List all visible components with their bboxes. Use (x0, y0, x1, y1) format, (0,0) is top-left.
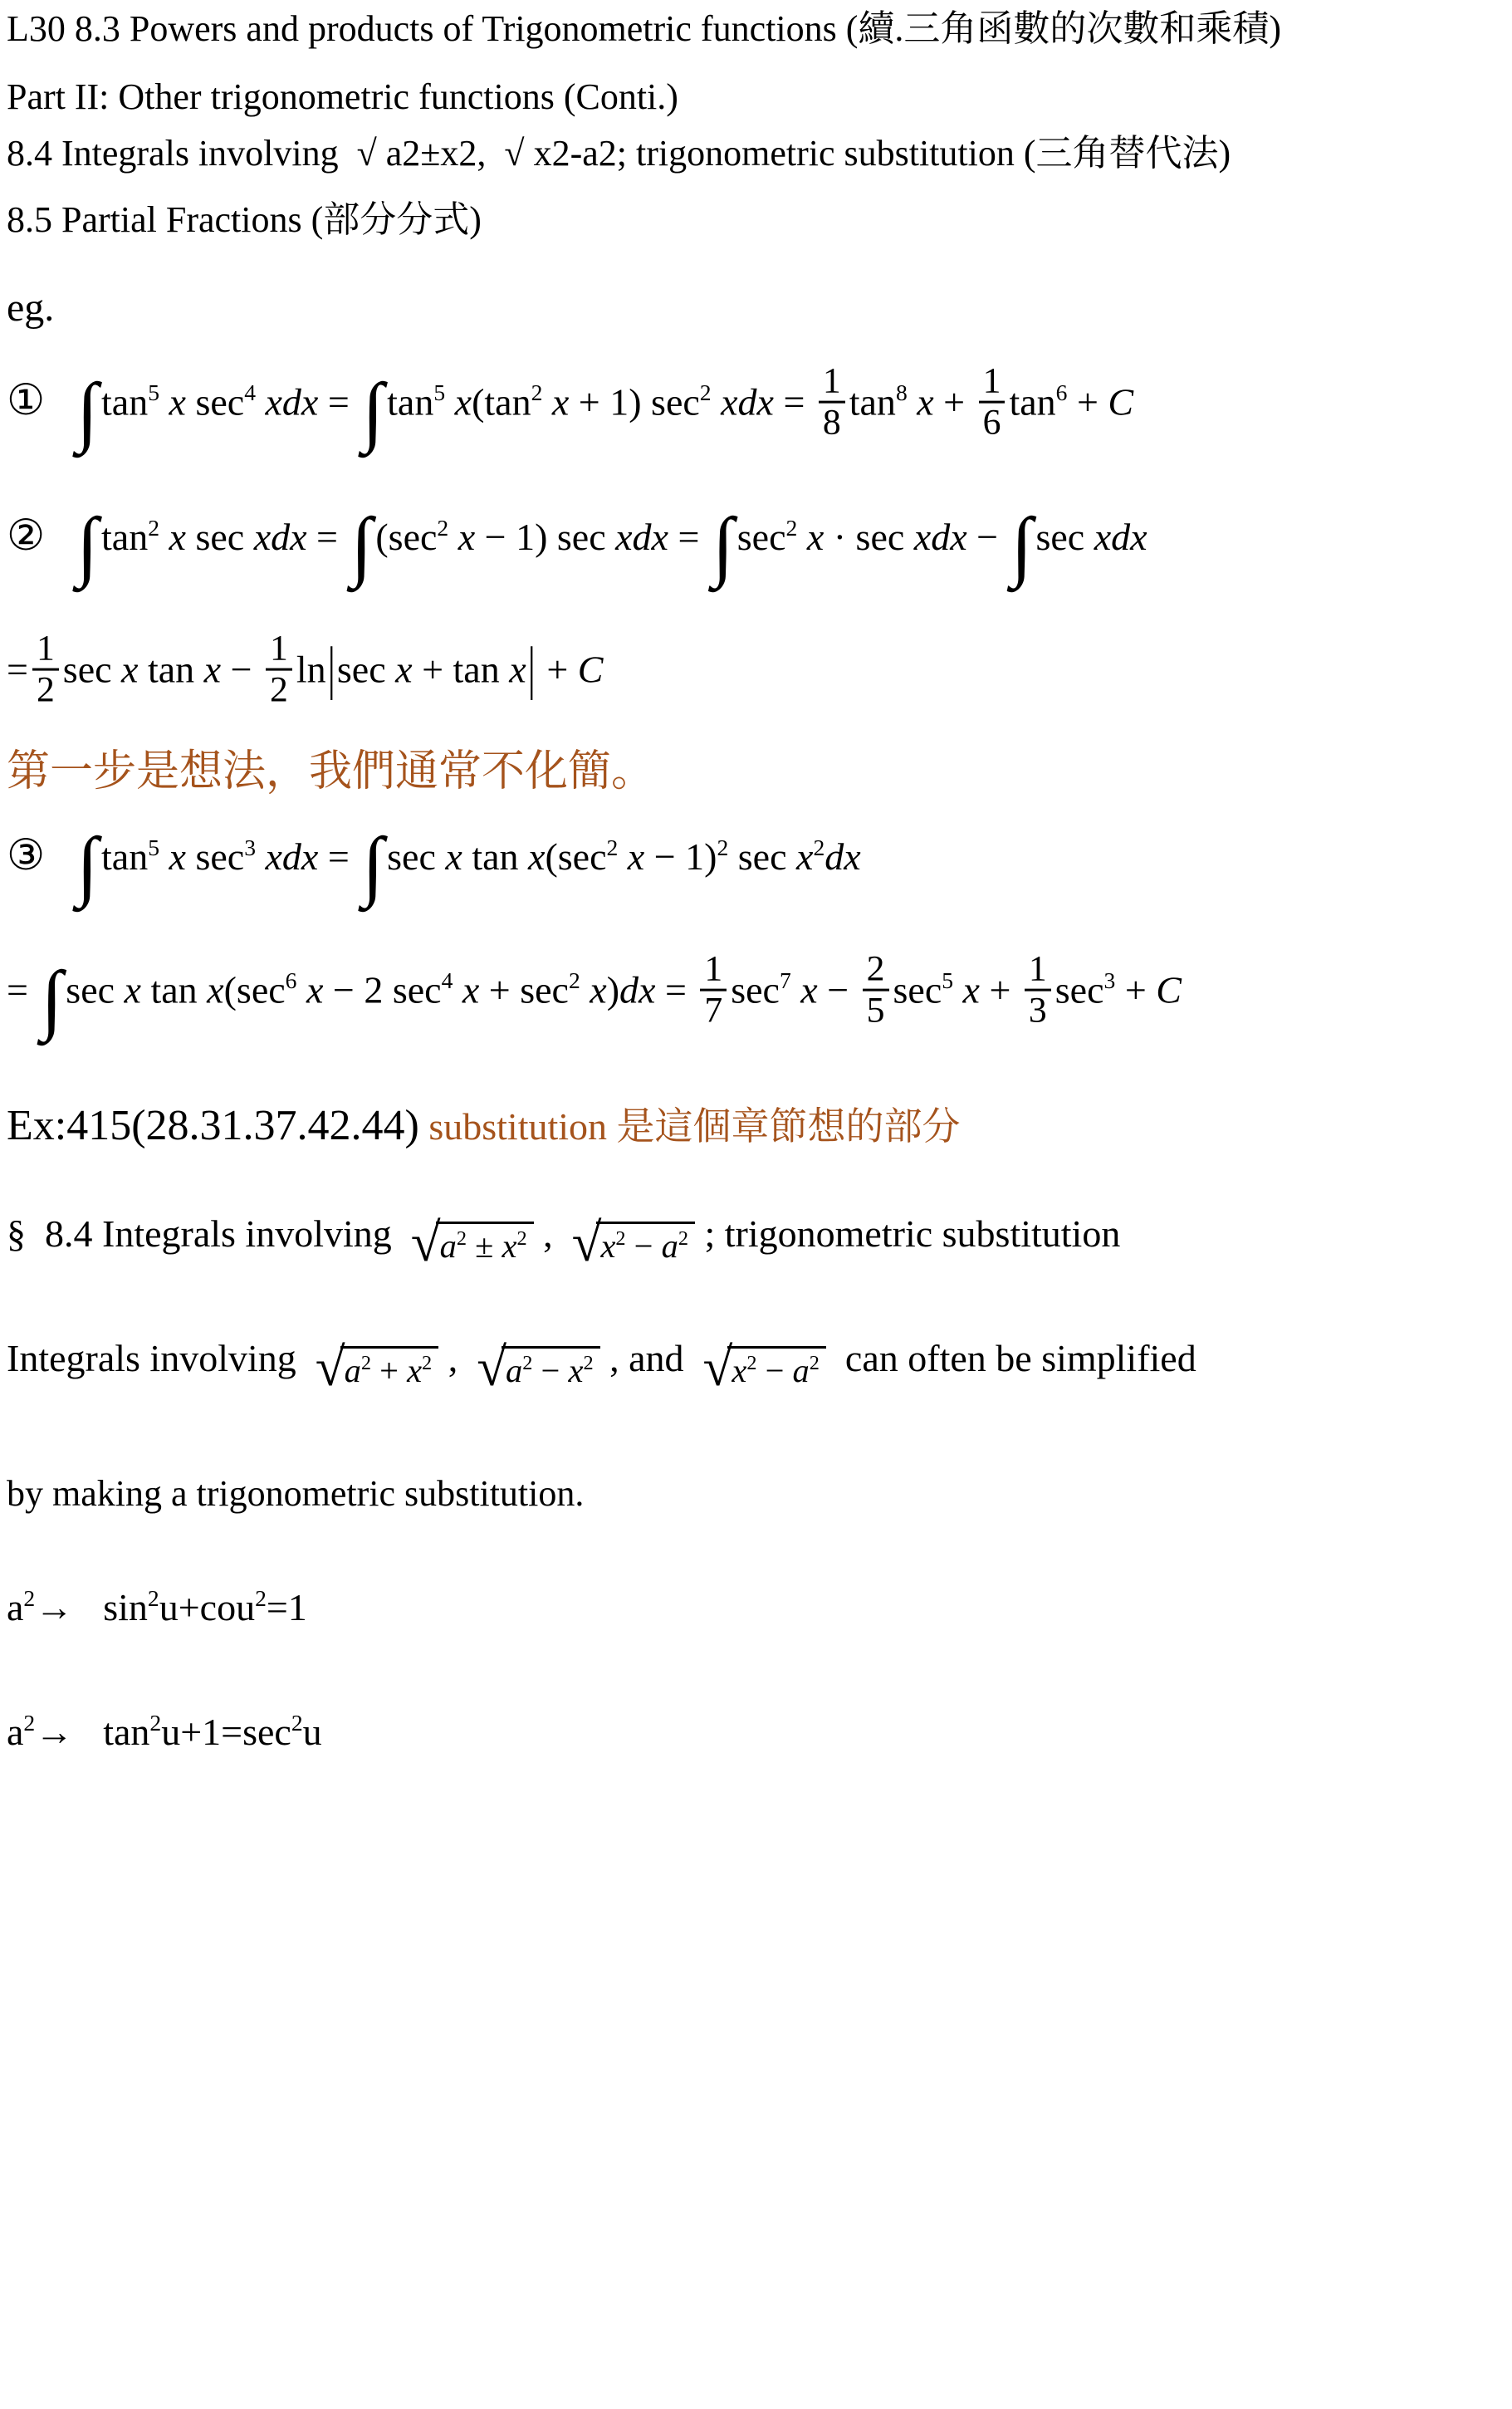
radical: √ $a^2 - x^2$ (477, 1346, 599, 1392)
equation-2: ② $\int\tan^2$ x sec xdx = $\int(\sec^2$ x − 1) sec xdx = $\int\sec^2$ x · sec xdx − ∫sec xdx (7, 502, 1147, 590)
radical-sign: √ (571, 1213, 602, 1274)
circled-number: ① (7, 377, 46, 425)
exercise-ref: Ex:415(28.31.37.42.44) (7, 1102, 419, 1149)
radical: √ $x^2 - a^2$ (572, 1222, 695, 1267)
identity-sin: $a^2\to \sin^2u+cou^2=1$ (7, 1585, 307, 1629)
radical-sign: √ (477, 1338, 507, 1398)
radical: √ $a^2 + x^2$ (316, 1346, 438, 1392)
integral-sign: ∫ (41, 955, 63, 1042)
course-title: L30 8.3 Powers and products of Trigonometric functions (續.三角函數的次數和乘積) (7, 8, 1281, 49)
intro-paragraph-2: by making a trigonometric substitution. (7, 1473, 585, 1514)
example-label: eg. (7, 286, 55, 330)
section-85-line: 8.5 Partial Fractions (部分分式) (7, 199, 482, 240)
intro-paragraph: Integrals involving √ $a^2 + x^2$ , √ $a^2 - x^2$ , and √ $x^2 - a^2$ can often be simplified (7, 1337, 1196, 1398)
radical-sign: √ (315, 1338, 345, 1398)
identity-tan: $a^2\to \tan^2u+1=\sec^2u$ (7, 1710, 322, 1754)
integral-sign: ∫ (712, 502, 734, 590)
part-subtitle: Part II: Other trigonometric functions (Conti.) (7, 76, 678, 117)
integral-sign: ∫ (350, 502, 373, 590)
integral-sign: ∫ (362, 822, 384, 909)
equation-1: ① $\int\tan^5$ x $\sec^4$ xdx = $\int\tan^5$ $x(\tan^2$ x + 1) $\sec^2$ xdx = $\frac{1}{8}$ $\tan^8 x$ + $\frac{1}{6}$ $\tan^6 + C$ (7, 360, 1134, 454)
exercise-note: substitution 是這個章節想的部分 (418, 1105, 961, 1148)
section-84-line: 8.4 Integrals involving √ a2±x2, √ x2-a2; trigonometric substitution (三角替代法) (7, 133, 1231, 174)
integral-sign: ∫ (362, 367, 384, 454)
integral-sign: ∫ (76, 502, 99, 590)
radical: √ $x^2 - a^2$ (703, 1346, 826, 1392)
integral-sign: ∫ (76, 822, 99, 909)
equation-2-result: = $\frac{1}{2}$ sec x tan x − $\frac{1}{2}$ ln|sec x + tan x| + C (7, 628, 604, 710)
exercise-line (7, 1098, 961, 1154)
section-84-heading: § 8.4 Integrals involving √ $a^2 \pm x^2$ , √ $x^2 - a^2$ ; trigonometric substitution (7, 1212, 1121, 1274)
equation-3-result: = ∫sec x $\tan x(\sec^6$ x − 2 $\sec^4 x + \sec^2 x)dx$ = $\frac{1}{7}$ $\sec^7 x$ − $\frac{2}{5}$ $\sec^5 x$ + $\frac{1}{3}$ $\sec^3 + C$ (7, 948, 1182, 1042)
circled-number: ③ (7, 832, 46, 879)
integral-sign: ∫ (76, 367, 99, 454)
radical-sign: √ (702, 1338, 733, 1398)
circled-number: ② (7, 512, 46, 560)
equation-3: ③ $\int\tan^5$ x $\sec^3$ xdx = ∫sec x $\tan x(\sec^2$ x − 1)$^2$ $\sec x^2dx$ (7, 822, 861, 909)
radical: √ $a^2 \pm x^2$ (411, 1222, 534, 1267)
radical-sign: √ (410, 1213, 441, 1274)
integral-sign: ∫ (1010, 502, 1033, 590)
note-simplify: 第一步是想法，我們通常不化簡。 (7, 748, 655, 796)
